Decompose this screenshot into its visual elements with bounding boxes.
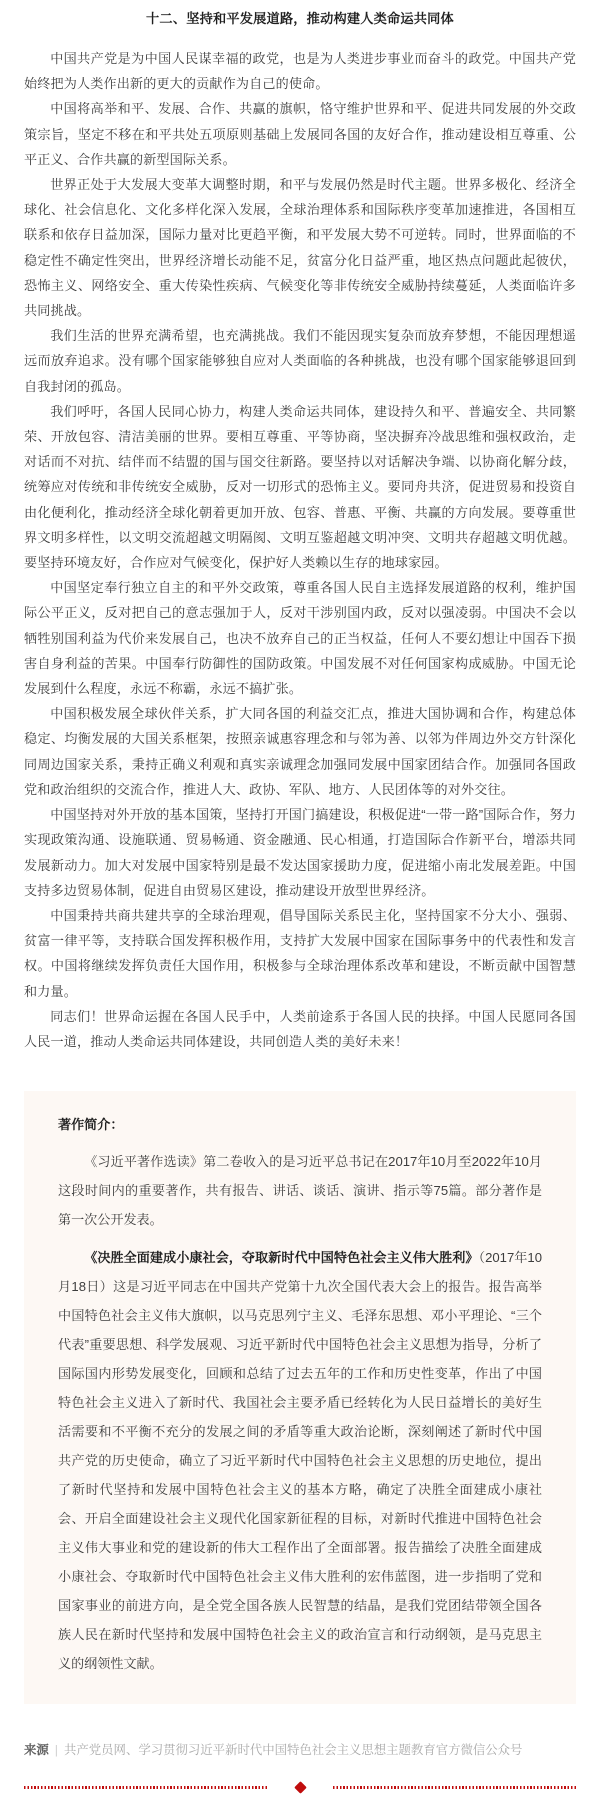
body-paragraph: 我们呼吁，各国人民同心协力，构建人类命运共同体，建设持久和平、普遍安全、共同繁荣、开放包容、清洁美丽的世界。要相互尊重、平等协商，坚决摒弃冷战思维和强权政治，走对话而不对抗、结伴而不结盟的国与国交往新路。要坚持以对话解决争端、以协商化解分歧，统筹应对传统和非传统安全威胁，反对一切形式的恐怖主义。要同舟共济，促进贸易和投资自由化便利化，推动经济全球化朝着更加开放、包容、普惠、平衡、共赢的方向发展。要尊重世界文明多样性，以文明交流超越文明隔阂、文明互鉴超越文明冲突、文明共存超越文明优越。要坚持环境友好，合作应对气候变化，保护好人类赖以生存的地球家园。 xyxy=(24,403,576,571)
body-paragraph: 同志们！世界命运握在各国人民手中，人类前途系于各国人民的抉择。中国人民愿同各国人民一道，推动人类命运共同体建设，共同创造人类的美好未来！ xyxy=(24,1008,576,1049)
source-attribution xyxy=(24,1740,576,1760)
intro-paragraph-with-title xyxy=(58,1243,542,1678)
bottom-spacer xyxy=(0,1795,600,1807)
source-value: 共产党员网、学习贯彻习近平新时代中国特色社会主义思想主题教育官方微信公众号 xyxy=(64,1743,523,1758)
work-description: （2017年10月18日）这是习近平同志在中国共产党第十九次全国代表大会上的报告。报告高举中国特色社会主义伟大旗帜，以马克思列宁主义、毛泽东思想、邓小平理论、“三个代表”重要思想、科学发展观、习近平新时代中国特色社会主义思想为指导，分析了国际国内形势发展变化，回顾和总结了过去五年的工作和历史性变革，作出了中国特色社会主义进入了新时代、我国社会主要矛盾已经转化为人民日益增长的美好生活需要和不平衡不充分的发展之间的矛盾等重大政治论断，深刻阐述了新时代中国共产党的历史使命，确立了习近平新时代中国特色社会主义思想的历史地位，提出了新时代坚持和发展中国特色社会主义的基本方略，确定了决胜全面建成小康社会、开启全面建设社会主义现代化国家新征程的目标，对新时代推进中国特色社会主义伟大事业和党的建设新的伟大工程作出了全面部署。报告描绘了决胜全面建成小康社会、夺取新时代中国特色社会主义伟大胜利的宏伟蓝图，进一步指明了党和国家事业的前进方向，是全党全国各族人民智慧的结晶，是我们党团结带领全国各族人民在新时代坚持和发展中国特色社会主义的政治宣言和行动纲领，是马克思主义的纲领性文献。 xyxy=(58,1250,542,1672)
dotted-line-left xyxy=(24,1786,268,1789)
body-paragraph: 我们生活的世界充满希望，也充满挑战。我们不能因现实复杂而放弃梦想，不能因理想遥远而放弃追求。没有哪个国家能够独自应对人类面临的各种挑战，也没有哪个国家能够退回到自我封闭的孤岛。 xyxy=(24,328,576,394)
decorative-divider xyxy=(24,1779,576,1795)
body-paragraph: 世界正处于大发展大变革大调整时期，和平与发展仍然是时代主题。世界多极化、经济全球化、社会信息化、文化多样化深入发展，全球治理体系和国际秩序变革加速推进，各国相互联系和依存日益加深，国际力量对比更趋平衡，和平发展大势不可逆转。同时，世界面临的不稳定性不确定性突出，世界经济增长动能不足，贫富分化日益严重，地区热点问题此起彼伏，恐怖主义、网络安全、重大传染性疾病、气候变化等非传统安全威胁持续蔓延，人类面临许多共同挑战。 xyxy=(24,177,576,319)
work-title: 《决胜全面建成小康社会，夺取新时代中国特色社会主义伟大胜利》 xyxy=(84,1250,479,1266)
body-paragraph: 中国秉持共商共建共享的全球治理观，倡导国际关系民主化，坚持国家不分大小、强弱、贫富一律平等，支持联合国发挥积极作用，支持扩大发展中国家在国际事务中的代表性和发言权。中国将继续发挥负责任大国作用，积极参与全球治理体系改革和建设，不断贡献中国智慧和力量。 xyxy=(24,907,576,999)
body-paragraph: 中国积极发展全球伙伴关系，扩大同各国的利益交汇点，推进大国协调和合作，构建总体稳定、均衡发展的大国关系框架，按照亲诚惠容理念和与邻为善、以邻为伴周边外交方针深化同周边国家关系，秉持正确义利观和真实亲诚理念加强同发展中国家团结合作。加强同各国政党和政治组织的交流合作，推进人大、政协、军队、地方、人民团体等的对外交往。 xyxy=(24,706,576,797)
body-paragraph: 中国坚定奉行独立自主的和平外交政策，尊重各国人民自主选择发展道路的权利，维护国际公平正义，反对把自己的意志强加于人，反对干涉别国内政，反对以强凌弱。中国决不会以牺牲别国利益为代价来发展自己，也决不放弃自己的正当权益，任何人不要幻想让中国吞下损害自身利益的苦果。中国奉行防御性的国防政策。中国发展不对任何国家构成威胁。中国无论发展到什么程度，永远不称霸，永远不搞扩张。 xyxy=(24,580,576,697)
work-introduction-card xyxy=(24,1091,576,1704)
body-paragraph: 中国共产党是为中国人民谋幸福的政党，也是为人类进步事业而奋斗的政党。中国共产党始终把为人类作出新的更大的贡献作为自己的使命。 xyxy=(24,51,576,92)
dotted-line-right xyxy=(333,1786,577,1789)
body-paragraph: 中国将高举和平、发展、合作、共赢的旗帜，恪守维护世界和平、促进共同发展的外交政策宗旨，坚定不移在和平共处五项原则基础上发展同各国的友好合作，推动建设相互尊重、公平正义、合作共赢的新型国际关系。 xyxy=(24,101,576,167)
body-paragraph: 中国坚持对外开放的基本国策，坚持打开国门搞建设，积极促进“一带一路”国际合作，努力实现政策沟通、设施联通、贸易畅通、资金融通、民心相通，打造国际合作新平台，增添共同发展新动力。加大对发展中国家特别是最不发达国家援助力度，促进缩小南北发展差距。中国支持多边贸易体制，促进自由贸易区建设，推动建设开放型世界经济。 xyxy=(24,807,576,898)
intro-paragraph: 《习近平著作选读》第二卷收入的是习近平总书记在2017年10月至2022年10月这段时间内的重要著作，共有报告、讲话、谈话、演讲、指示等75篇。部分著作是第一次公开发表。 xyxy=(58,1154,542,1228)
source-separator: | xyxy=(54,1743,58,1758)
article-body xyxy=(0,46,600,1054)
page-title: 十二、坚持和平发展道路，推动构建人类命运共同体 xyxy=(146,11,454,26)
source-label: 来源 xyxy=(24,1743,49,1758)
diamond-icon xyxy=(294,1781,307,1794)
card-label: 著作简介： xyxy=(58,1117,124,1133)
